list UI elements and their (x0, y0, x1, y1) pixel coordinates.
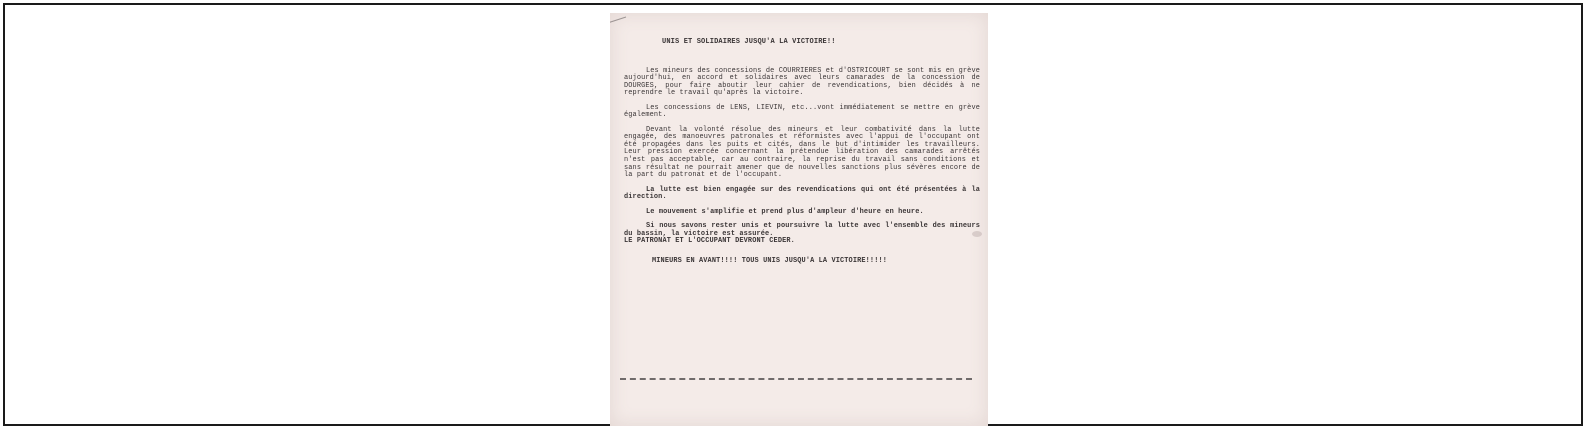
screenshot-frame (3, 3, 1583, 426)
typed-document (624, 39, 980, 265)
paragraph-other-concessions: Les concessions de LENS, LIEVIN, etc...vont immédiatement se mettre en grève également. (624, 103, 980, 120)
paragraph-strike-announcement: Les mineurs des concessions de COURRIERES et d'OSTRICOURT se sont mis en grève aujourd'hui, en accord et solidaires avec leurs camarades de la concession de DOURGES, pour faire aboutir leur cahier de revendications, bien décidés à ne reprendre le travail qu'après la victoire. (624, 66, 980, 98)
dashed-separator-line (620, 378, 972, 380)
document-title: UNIS ET SOLIDAIRES JUSQU'A LA VICTOIRE!! (662, 38, 836, 46)
paragraph-movement: Le mouvement s'amplifie et prend plus d'ampleur d'heure en heure. (646, 207, 924, 216)
paragraph-demands: La lutte est bien engagée sur des revendications qui ont été présentées à la direction. (624, 185, 980, 202)
closing-capitals-line: LE PATRONAT ET L'OCCUPANT DEVRONT CEDER. (624, 237, 795, 246)
closing-sentence: Si nous savons rester unis et poursuivre la lutte avec l'ensemble des mineurs du bassin, la victoire est assurée. (624, 222, 980, 238)
closing-slogan: MINEURS EN AVANT!!!! TOUS UNIS JUSQU'A LA VICTOIRE!!!!! (652, 256, 888, 265)
paragraph-closing (624, 223, 980, 246)
paper-tear-mark (610, 16, 629, 32)
paragraph-maneuvers: Devant la volonté résolue des mineurs et leur combativité dans la lutte engagée, des manoeuvres patronales et réformistes avec l'appui de l'occupant ont été propagées dans les puits et cités, dans le but d'intimider les travailleurs. Leur pression exercée concernant la prétendue libération des camarades arrêtés n'est pas acceptable, car au contraire, la reprise du travail sans conditions et sans résultat ne pourrait amener que de nouvelles sanctions plus sévères encore de la part du patronat et de l'occupant. (624, 125, 980, 180)
document-scan (610, 13, 988, 426)
